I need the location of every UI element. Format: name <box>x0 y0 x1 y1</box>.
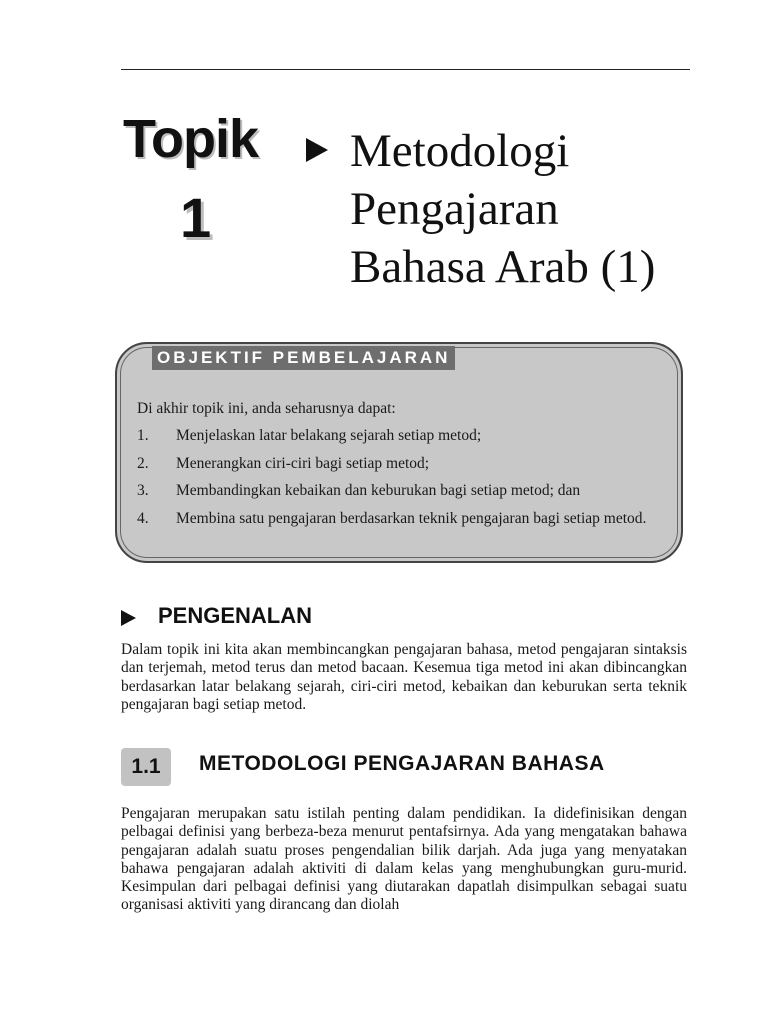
topic-title-line-3: Bahasa Arab (1) <box>350 241 656 293</box>
topic-label: Topik <box>123 109 258 169</box>
intro-paragraph: Dalam topik ini kita akan membincangkan pengajaran bahasa, metod pengajaran sintaksis dan terjemah, metod terus dan metod bacaan. Kesemua tiga metod ini akan dibincangkan berdasarkan latar belakang sejarah, ciri-ciri metod, kebaikan dan keburukan serta teknik pengajaran bagi setiap metod. <box>121 641 687 713</box>
objective-number: 3. <box>137 482 149 499</box>
objective-text: Membina satu pengajaran berdasarkan teknik pengajaran bagi setiap metod. <box>176 510 647 527</box>
objective-number: 2. <box>137 455 149 472</box>
objective-number: 1. <box>137 427 149 444</box>
title-arrow-icon <box>306 138 328 162</box>
learning-objectives-box <box>115 342 683 563</box>
topic-title-line-1: Metodologi <box>350 125 570 177</box>
topic-number: 1 <box>180 186 212 249</box>
objectives-header: OBJEKTIF PEMBELAJARAN <box>152 346 455 370</box>
objectives-intro: Di akhir topik ini, anda seharusnya dapat: <box>137 400 396 417</box>
section-number-badge: 1.1 <box>121 748 171 786</box>
intro-heading: PENGENALAN <box>158 603 313 628</box>
section-paragraph: Pengajaran merupakan satu istilah penting dalam pendidikan. Ia didefinisikan dengan pelbagai definisi yang berbeza-beza menurut pentafsirnya. Ada yang mengatakan bahawa pengajaran adalah suatu proses pengendalian bilik darjah. Ada juga yang menyatakan bahawa pengajaran adalah aktiviti di dalam kelas yang menghubungkan guru-murid. Kesimpulan dari pelbagai definisi yang diutarakan dapatlah disimpulkan sebagai suatu organisasi aktiviti yang dirancang dan diolah <box>121 805 687 914</box>
topic-title-line-2: Pengajaran <box>350 183 559 235</box>
section-title: METODOLOGI PENGAJARAN BAHASA <box>199 752 605 775</box>
section-arrow-icon <box>121 610 136 626</box>
objective-text: Menerangkan ciri-ciri bagi setiap metod; <box>176 455 430 472</box>
topic-title <box>350 122 750 296</box>
objective-text: Menjelaskan latar belakang sejarah setiap metod; <box>176 427 482 444</box>
header-rule <box>121 69 690 70</box>
objective-text: Membandingkan kebaikan dan keburukan bagi setiap metod; dan <box>176 482 581 499</box>
objective-number: 4. <box>137 510 149 527</box>
